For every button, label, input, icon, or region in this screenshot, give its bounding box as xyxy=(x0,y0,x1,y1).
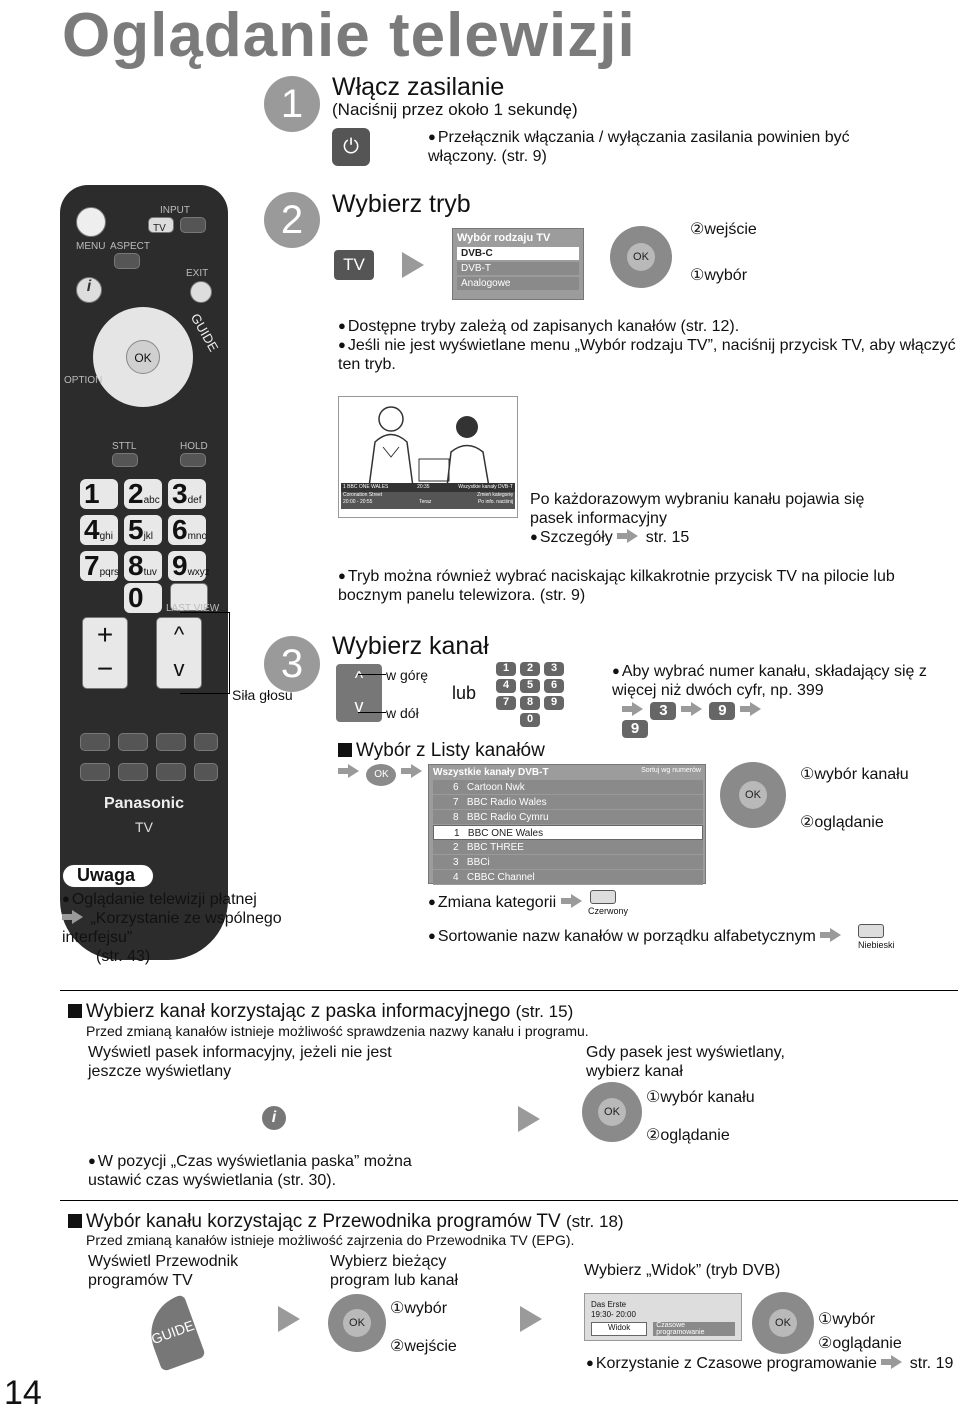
arrow-icon xyxy=(278,1306,300,1332)
arrow-icon xyxy=(62,910,86,924)
ok-pad-icon xyxy=(720,762,786,828)
key-2[interactable]: 2abc xyxy=(124,479,162,509)
arrow-icon xyxy=(402,252,424,278)
mini-keypad-icon: 1 2 3 4 5 6 7 8 9 0 xyxy=(496,662,568,728)
list-item[interactable]: 1 BBC ONE Wales xyxy=(433,825,703,840)
info-bar: 1 BBC ONE WALES 20:35 Wszystkie kanały DVB-T Coronation Street Zmień kategorię 20:00 - 20:55 Teraz Po info. naciśnij xyxy=(341,483,515,509)
option-label: OPTION xyxy=(64,375,103,386)
menu-item-dvbt[interactable]: DVB-T xyxy=(457,262,579,275)
arrow-icon xyxy=(520,1306,542,1332)
ok-pad-icon xyxy=(752,1292,814,1354)
list-sort: Sortuj wg numerów xyxy=(641,767,701,774)
info-button[interactable]: i xyxy=(76,277,102,303)
media-button-1[interactable] xyxy=(80,763,110,781)
power-button[interactable] xyxy=(76,207,106,237)
list-item[interactable]: 4 CBBC Channel xyxy=(433,870,703,885)
epg-col3-select: ①wybór xyxy=(818,1311,876,1328)
menu-title: Wybór rodzaju TV xyxy=(457,232,551,244)
tv-screen-illustration xyxy=(338,396,518,518)
popup-timer-button[interactable]: Czasowe programowanie xyxy=(653,1322,735,1336)
down-line xyxy=(358,712,386,713)
section-info-watch: ②oglądanie xyxy=(646,1127,730,1144)
epg-enter: ②wejście xyxy=(390,1338,457,1355)
key-4[interactable]: 4ghi xyxy=(80,515,118,545)
section-info-heading: Wybierz kanał korzystając z paska informacyjnego (str. 15) xyxy=(68,1001,573,1023)
green-button[interactable] xyxy=(118,733,148,751)
key-7[interactable]: 7pqrs xyxy=(80,551,118,581)
aspect-label: ASPECT xyxy=(110,241,151,252)
step-1-note: ● Przełącznik włączania / wyłączania zasilania powinien być włączony. (str. 9) xyxy=(428,128,918,166)
key-0[interactable]: 0 xyxy=(124,583,162,613)
page-number: 14 xyxy=(4,1374,42,1412)
remote-control xyxy=(60,185,228,960)
infobar-note: Po każdorazowym wybraniu kanału pojawia się pasek informacyjny xyxy=(530,491,865,527)
people-illustration xyxy=(339,397,518,487)
ok-icon: OK xyxy=(769,1309,797,1337)
list-item[interactable]: 8 BBC Radio Cymru xyxy=(433,810,703,825)
list-ok-row xyxy=(338,764,428,790)
list-heading: Wybór z Listy kanałów xyxy=(338,740,545,762)
menu-label: MENU xyxy=(76,241,106,252)
popup-view-button[interactable]: Widok xyxy=(591,1322,647,1336)
section-info-select: ①wybór kanału xyxy=(646,1089,755,1106)
ok-icon: OK xyxy=(598,1098,626,1126)
media-button-4[interactable] xyxy=(194,763,218,781)
uwaga-badge: Uwaga xyxy=(62,864,154,888)
ok-icon: OK xyxy=(627,243,655,271)
step-3-number: 3 xyxy=(264,636,320,692)
arrow-icon xyxy=(617,529,641,543)
list-item[interactable]: 3 BBCi xyxy=(433,855,703,870)
red-button-icon xyxy=(590,890,616,904)
list-item[interactable]: 6 Cartoon Nwk xyxy=(433,780,703,795)
last-view-label: LAST VIEW xyxy=(166,603,220,614)
volume-label: Siła głosu xyxy=(232,687,293,703)
ok-icon: OK xyxy=(366,764,396,786)
key-6[interactable]: 6mno xyxy=(168,515,206,545)
ok-icon: OK xyxy=(739,781,767,809)
red-label: Czerwony xyxy=(588,906,629,916)
multi-digit-note: ● Aby wybrać numer kanału, składający się z więcej niż dwóch cyfr, np. 399 xyxy=(612,662,952,700)
blue-button-icon xyxy=(858,924,884,938)
section-epg-col3: Wybierz „Widok” (tryb DVB) xyxy=(584,1262,781,1279)
step-2-note2: ● Jeśli nie jest wyświetlane menu „Wybór rodzaju TV”, naciśnij przycisk TV, aby włączyć ten tryb. xyxy=(338,336,958,374)
brand-logo: Panasonic xyxy=(103,795,185,812)
section-epg-col2: Wybierz bieżący program lub kanał xyxy=(330,1253,459,1289)
step-1-number: 1 xyxy=(264,76,320,132)
sttl-button[interactable] xyxy=(112,453,138,467)
view-popup xyxy=(584,1293,742,1341)
channel-list xyxy=(428,764,706,884)
ok-pad-icon xyxy=(610,226,672,288)
up-label: w górę xyxy=(386,667,429,683)
step-2-note1: ● Dostępne tryby zależą od zapisanych kanałów (str. 12). xyxy=(338,317,739,336)
change-category: ● Zmiana kategorii xyxy=(428,893,585,912)
epg-note: ● Korzystanie z Czasowe programowanie str. 19 xyxy=(586,1354,953,1373)
uwaga-line3: (str. 43) xyxy=(96,948,151,965)
example-399: 3 9 9 xyxy=(622,702,782,722)
step-2-heading: Wybierz tryb xyxy=(332,190,471,218)
tv-type-menu xyxy=(452,228,584,300)
list-select-label: ①wybór kanału xyxy=(800,766,909,783)
step-3-heading: Wybierz kanał xyxy=(332,632,489,660)
infobar-details: ● Szczegóły str. 15 xyxy=(530,528,689,547)
list-watch-label: ②oglądanie xyxy=(800,814,884,831)
ok-pad-icon xyxy=(328,1294,386,1352)
channel-rocker[interactable]: ^ v xyxy=(156,617,202,689)
hold-label: HOLD xyxy=(180,441,208,452)
down-label: w dół xyxy=(386,705,419,721)
aspect-button[interactable] xyxy=(114,253,140,269)
tv-button-icon: TV xyxy=(334,250,374,280)
yellow-button[interactable] xyxy=(156,733,186,751)
divider xyxy=(60,990,958,991)
step-2-number: 2 xyxy=(264,192,320,248)
sttl-label: STTL xyxy=(112,441,137,452)
blue-label: Niebieski xyxy=(858,940,895,950)
section-info-right: Gdy pasek jest wyświetlany, wybierz kanał xyxy=(586,1044,785,1080)
volume-rocker[interactable]: + − xyxy=(82,617,128,689)
divider xyxy=(60,1200,958,1201)
list-item[interactable]: 2 BBC THREE xyxy=(433,840,703,855)
page-title: Oglądanie telewizji xyxy=(62,1,636,70)
enter-label: ②wejście xyxy=(690,221,757,238)
key-1[interactable]: 1 xyxy=(80,479,118,509)
arrow-icon xyxy=(518,1106,540,1132)
input-label: INPUT xyxy=(160,205,190,216)
list-item[interactable]: 7 BBC Radio Wales xyxy=(433,795,703,810)
or-label: lub xyxy=(452,683,477,703)
list-title: Wszystkie kanały DVB-T xyxy=(433,767,549,778)
key-3[interactable]: 3def xyxy=(168,479,206,509)
hold-button[interactable] xyxy=(180,453,206,467)
red-button[interactable] xyxy=(80,733,110,751)
select-label: ①wybór xyxy=(690,267,748,284)
section-epg-heading: Wybór kanału korzystając z Przewodnika programów TV (str. 18) xyxy=(68,1211,624,1233)
exit-label: EXIT xyxy=(186,268,209,279)
exit-button[interactable] xyxy=(190,281,212,303)
sort-alpha: ● Sortowanie nazw kanałów w porządku alfabetycznym xyxy=(428,927,844,946)
step-1-sub: (Naciśnij przez około 1 sekundę) xyxy=(332,100,578,119)
section-info-sub: Przed zmianą kanałów istnieje możliwość sprawdzenia nazwy kanału i programu. xyxy=(86,1023,589,1039)
uwaga-line2: „Korzystanie ze wspólnego interfejsu” xyxy=(62,910,282,946)
media-button-3[interactable] xyxy=(156,763,186,781)
ok-button[interactable]: OK xyxy=(126,340,160,374)
key-9[interactable]: 9wxyz xyxy=(168,551,206,581)
uwaga-line1: ● Oglądanie telewizji płatnej xyxy=(62,890,257,909)
menu-item-dvbc[interactable]: DVB-C xyxy=(457,247,579,260)
input-button[interactable] xyxy=(180,217,206,233)
section-epg-sub: Przed zmianą kanałów istnieje możliwość zajrzenia do Przewodnika TV (EPG). xyxy=(86,1232,575,1248)
tv-input-button[interactable]: TV xyxy=(148,217,174,233)
ok-icon: OK xyxy=(343,1309,371,1337)
step-2-note3: ● Tryb można również wybrać naciskając kilkakrotnie przycisk TV na pilocie lub bocznym panelu telewizora. (str. 9) xyxy=(338,567,958,605)
popup-title: Das Erste xyxy=(591,1300,627,1309)
popup-time: 19:30- 20:00 xyxy=(591,1310,636,1319)
volume-bracket xyxy=(180,612,230,694)
channel-updown-icon: ^ v xyxy=(336,664,382,722)
power-icon: ⏻ xyxy=(332,128,370,166)
key-5[interactable]: 5jkl xyxy=(124,515,162,545)
section-epg-col1: Wyświetl Przewodnik programów TV xyxy=(88,1253,239,1289)
key-8[interactable]: 8tuv xyxy=(124,551,162,581)
brand-tv: TV xyxy=(135,819,153,835)
menu-item-analog[interactable]: Analogowe xyxy=(457,277,579,290)
ok-pad-icon xyxy=(582,1082,642,1142)
guide-label: GUIDE xyxy=(187,310,222,355)
info-icon: i xyxy=(262,1106,286,1130)
step-1-heading: Włącz zasilanie xyxy=(332,73,505,101)
epg-select: ①wybór xyxy=(390,1300,448,1317)
guide-button-icon: GUIDE xyxy=(140,1294,206,1372)
section-info-note: ● W pozycji „Czas wyświetlania paska” można ustawić czas wyświetlania (str. 30). xyxy=(88,1152,458,1190)
section-info-left: Wyświetl pasek informacyjny, jeżeli nie jest jeszcze wyświetlany xyxy=(88,1044,392,1080)
up-line xyxy=(358,674,386,675)
epg-col3-watch: ②oglądanie xyxy=(818,1335,902,1352)
media-button-2[interactable] xyxy=(118,763,148,781)
blue-button[interactable] xyxy=(194,733,218,751)
